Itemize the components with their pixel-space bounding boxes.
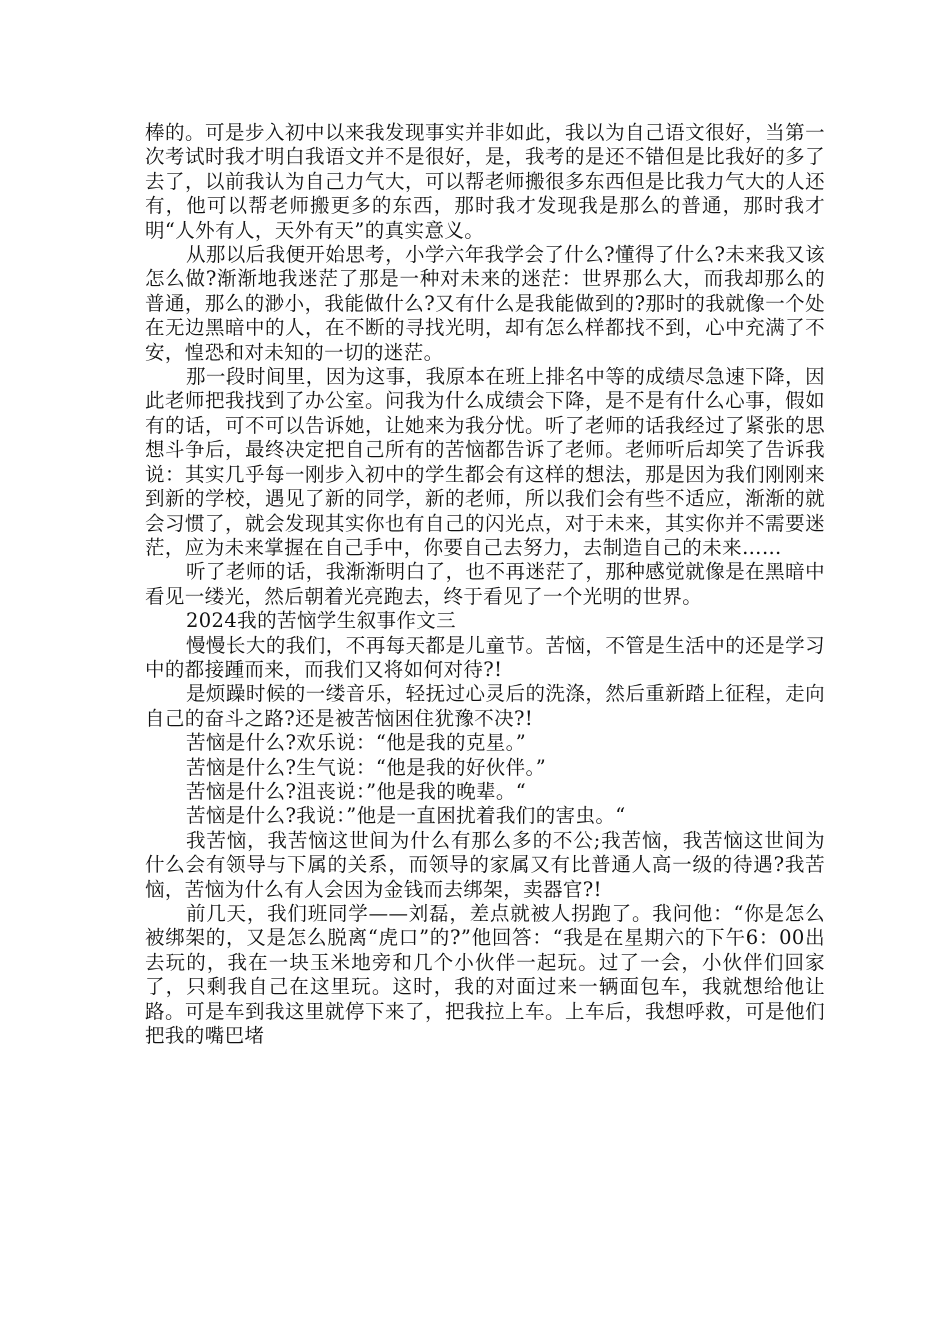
paragraph: 苦恼是什么?我说：”他是一直困扰着我们的害虫。“ [185, 804, 626, 828]
paragraph: 苦恼是什么?沮丧说：”他是我的晚辈。“ [185, 779, 527, 803]
paragraph: 棒的。可是步入初中以来我发现事实并非如此，我以为自己语文很好，当第一次考试时我才明白我语文并不是很好，是，我考的是还不错但是比我好的多了去了，以前我认为自己力气大，可以帮老师搬很多东西但是比我力气大的人还有，他可以帮老师搬更多的东西，那时我才发现我是那么的普通，那时我才明“人外有人，天外有天”的真实意义。 [145, 121, 825, 242]
paragraph: 那一段时间里，因为这事，我原本在班上排名中等的成绩尽急速下降，因此老师把我找到了办公室。问我为什么成绩会下降，是不是有什么心事，假如有的话，可不可以告诉她，让她来为我分忧。听了老师的话我经过了紧张的思想斗争后，最终决定把自己所有的苦恼都告诉了老师。老师听后却笑了告诉我说：其实几乎每一刚步入初中的学生都会有这样的想法，那是因为我们刚刚来到新的学校，遇见了新的同学，新的老师，所以我们会有些不适应，渐渐的就会习惯了，就会发现其实你也有自己的闪光点，对于未来，其实你并不需要迷茫，应为未来掌握在自己手中，你要自己去努力，去制造自己的未来…… [145, 365, 825, 559]
paragraph: 苦恼是什么?欢乐说：“他是我的克星。” [185, 731, 527, 755]
paragraph: 听了老师的话，我渐渐明白了，也不再迷茫了，那种感觉就像是在黑暗中看见一缕光，然后朝着光亮跑去，终于看见了一个光明的世界。 [145, 560, 825, 608]
paragraph: 是烦躁时候的一缕音乐，轻抚过心灵后的洗涤，然后重新踏上征程，走向自己的奋斗之路?还是被苦恼困住犹豫不决?! [145, 682, 825, 730]
paragraph: 慢慢长大的我们，不再每天都是儿童节。苦恼，不管是生活中的还是学习中的都接踵而来，而我们又将如何对待?! [145, 633, 825, 681]
document-body [145, 121, 825, 1048]
paragraph: 从那以后我便开始思考，小学六年我学会了什么?懂得了什么?未来我又该怎么做?渐渐地我迷茫了那是一种对未来的迷茫：世界那么大，而我却那么的普通，那么的渺小，我能做什么?又有什么是我能做到的?那时的我就像一个处在无边黑暗中的人，在不断的寻找光明，却有怎么样都找不到，心中充满了不安，惶恐和对未知的一切的迷茫。 [145, 243, 825, 364]
section-heading: 2024我的苦恼学生叙事作文三 [185, 609, 457, 633]
paragraph: 前几天，我们班同学——刘磊，差点就被人拐跑了。我问他：“你是怎么被绑架的，又是怎么脱离“虎口”的?”他回答：“我是在星期六的下午6：00出去玩的，我在一块玉米地旁和几个小伙伴一起玩。过了一会，小伙伴们回家了，只剩我自己在这里玩。这时，我的对面过来一辆面包车，我就想给他让路。可是车到我这里就停下来了，把我拉上车。上车后，我想呼救，可是他们把我的嘴巴堵 [145, 902, 825, 1048]
paragraph: 苦恼是什么?生气说：“他是我的好伙伴。” [185, 755, 547, 779]
paragraph: 我苦恼，我苦恼这世间为什么有那么多的不公;我苦恼，我苦恼这世间为什么会有领导与下属的关系，而领导的家属又有比普通人高一级的待遇?我苦恼，苦恼为什么有人会因为金钱而去绑架，卖器官?! [145, 828, 825, 901]
